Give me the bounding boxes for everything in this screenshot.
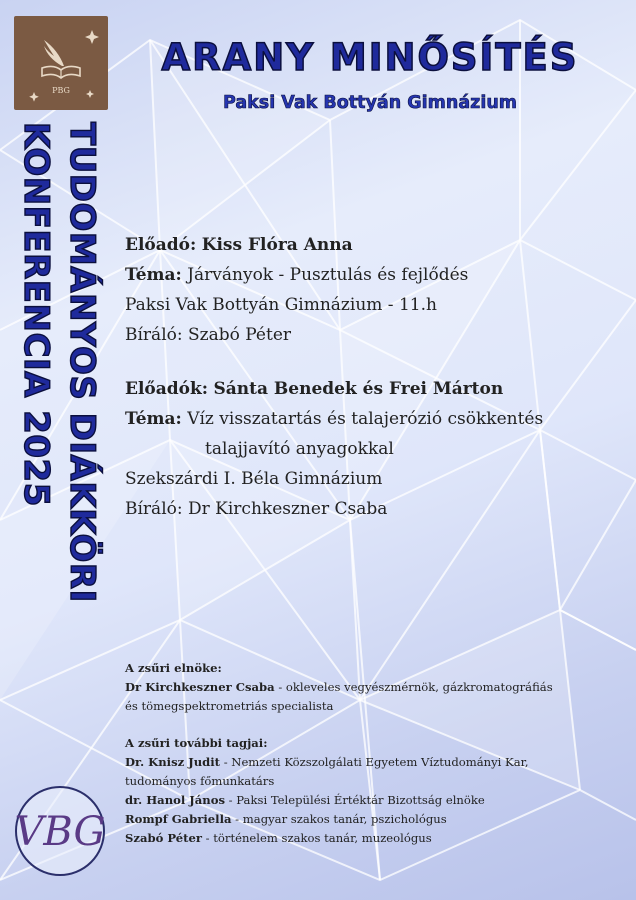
topic-text-continued: talajjavító anyagokkal [205, 439, 394, 459]
jury-member-name: dr. Hanol János [125, 793, 225, 807]
jury-chair-heading: A zsűri elnöke: [125, 661, 222, 675]
jury-member-desc: - történelem szakos tanár, muzeológus [201, 831, 432, 845]
jury-member [125, 753, 625, 772]
jury-member-desc-continued: tudományos főmunkatárs [125, 774, 275, 788]
jury-member-desc: - Paksi Települési Értéktár Bizottság elnöke [224, 793, 485, 807]
jury-member [125, 829, 625, 848]
topic-label: Téma: [125, 409, 182, 429]
school-line: Szekszárdi I. Béla Gimnázium [125, 469, 383, 489]
jury-section [125, 659, 625, 848]
page-title: ARANY MINŐSÍTÉS [161, 36, 579, 79]
jury-member-desc: - magyar szakos tanár, pszichológus [231, 812, 447, 826]
presenter-line [125, 230, 625, 260]
jury-member-desc: - Nemzeti Közszolgálati Egyetem Víztudományi Kar, [220, 755, 529, 769]
monogram-text: VBG [14, 809, 106, 855]
vertical-conference-title [13, 122, 105, 603]
presenter-label: Előadó: [125, 235, 197, 255]
jury-member [125, 791, 625, 810]
topic-line [125, 404, 625, 434]
jury-member-name: Dr. Knisz Judit [125, 755, 221, 769]
presentation-1 [125, 230, 625, 350]
topic-text: Víz visszatartás és talajerózió csökkentés [187, 409, 544, 429]
reviewer-line: Bíráló: Dr Kirchkeszner Csaba [125, 499, 388, 519]
jury-member [125, 810, 625, 829]
logo-initials: PBG [52, 86, 70, 95]
topic-text: Járványok - Pusztulás és fejlődés [187, 265, 469, 285]
jury-chair-desc: - okleveles vegyészmérnök, gázkromatográfiás [274, 680, 553, 694]
school-logo [14, 16, 108, 110]
jury-chair-line [125, 678, 625, 697]
jury-member-name: Szabó Péter [125, 831, 202, 845]
page-subtitle: Paksi Vak Bottyán Gimnázium [222, 93, 518, 113]
presenters-line [125, 374, 625, 404]
vertical-title-line2: KONFERENCIA 2025 [16, 122, 56, 507]
jury-chair-name: Dr Kirchkeszner Csaba [125, 680, 275, 694]
reviewer-line: Bíráló: Szabó Péter [125, 325, 292, 345]
vertical-title-line1: TUDOMÁNYOS DIÁKKÖRI [62, 122, 102, 603]
presentation-2 [125, 374, 625, 524]
jury-members-heading: A zsűri további tagjai: [125, 736, 268, 750]
jury-member-name: Rompf Gabriella [125, 812, 232, 826]
presenters-label: Előadók: [125, 379, 209, 399]
vbg-monogram-logo [12, 783, 108, 879]
school-line: Paksi Vak Bottyán Gimnázium - 11.h [125, 295, 437, 315]
jury-chair-desc-continued: és tömegspektrometriás specialista [125, 699, 334, 713]
presenters-names: Sánta Benedek és Frei Márton [213, 379, 504, 399]
presenter-name: Kiss Flóra Anna [201, 235, 353, 255]
topic-line [125, 260, 625, 290]
topic-label: Téma: [125, 265, 182, 285]
quill-book-icon [14, 16, 108, 110]
